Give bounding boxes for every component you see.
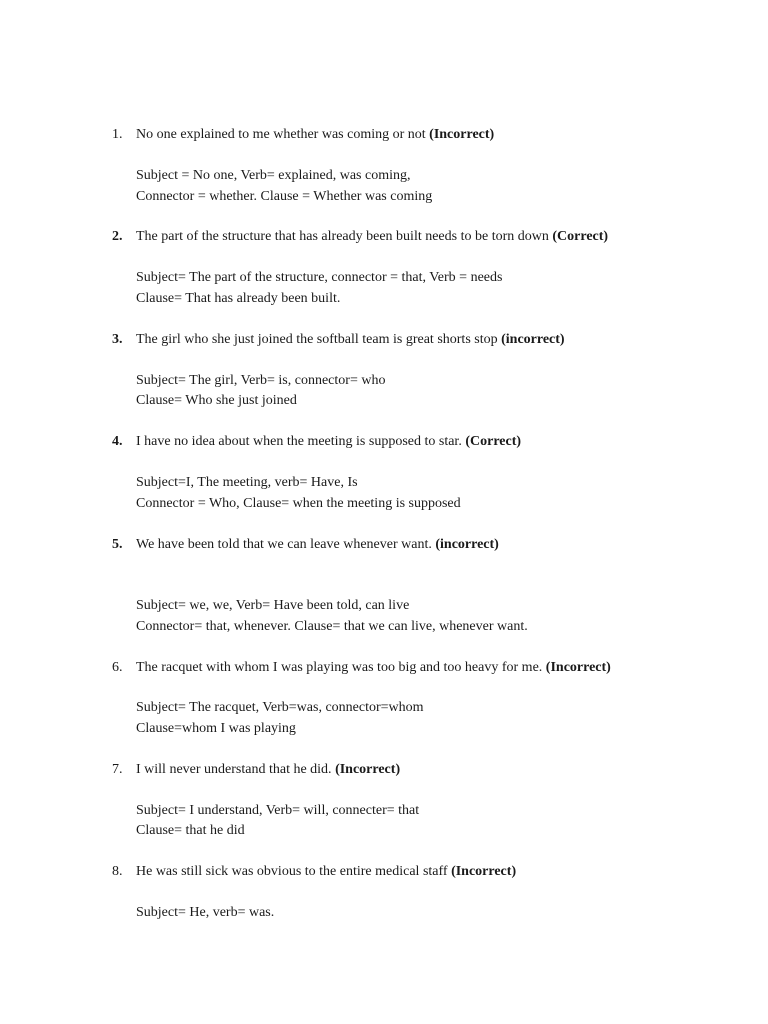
sentence-text: I will never understand that he did. xyxy=(136,762,336,777)
verdict-label: (incorrect) xyxy=(501,332,565,347)
analysis-line: Subject = No one, Verb= explained, was coming, xyxy=(136,168,411,183)
verdict-label: (Correct) xyxy=(465,434,522,449)
verdict-label: (Incorrect) xyxy=(335,762,401,777)
item-number: 6. xyxy=(112,660,123,675)
analysis-line: Subject= He, verb= was. xyxy=(136,905,275,920)
item-sentence xyxy=(136,126,494,144)
sentence-text: The racquet with whom I was playing was too big and too heavy for me. xyxy=(136,660,546,675)
sentence-text: No one explained to me whether was coming or not xyxy=(136,127,430,142)
analysis-line: Subject= The racquet, Verb=was, connector=whom xyxy=(136,700,424,715)
analysis-line: Clause= that he did xyxy=(136,823,245,838)
item-number: 5. xyxy=(112,537,123,552)
item-sentence xyxy=(136,536,499,554)
sentence-text: We have been told that we can leave whenever want. xyxy=(136,537,436,552)
item-number: 4. xyxy=(112,434,123,449)
analysis-line: Connector = Who, Clause= when the meeting is supposed xyxy=(136,496,461,511)
verdict-label: (Incorrect) xyxy=(429,127,495,142)
sentence-text: He was still sick was obvious to the entire medical staff xyxy=(136,864,452,879)
item-sentence xyxy=(136,761,400,779)
sentence-text: I have no idea about when the meeting is supposed to star. xyxy=(136,434,466,449)
item-number: 8. xyxy=(112,864,123,879)
item-sentence xyxy=(136,659,611,677)
analysis-line: Subject=I, The meeting, verb= Have, Is xyxy=(136,475,358,490)
verdict-label: (incorrect) xyxy=(435,537,499,552)
sentence-text: The part of the structure that has already been built needs to be torn down xyxy=(136,229,553,244)
analysis-line: Clause= Who she just joined xyxy=(136,393,297,408)
analysis-line: Connector = whether. Clause = Whether was coming xyxy=(136,189,433,204)
analysis-line: Clause=whom I was playing xyxy=(136,721,296,736)
verdict-label: (Correct) xyxy=(552,229,609,244)
analysis-line: Clause= That has already been built. xyxy=(136,291,341,306)
sentence-text: The girl who she just joined the softball team is great shorts stop xyxy=(136,332,502,347)
item-number: 1. xyxy=(112,127,123,142)
item-number: 3. xyxy=(112,332,123,347)
verdict-label: (Incorrect) xyxy=(451,864,517,879)
item-sentence xyxy=(136,331,565,349)
item-sentence xyxy=(136,228,608,246)
analysis-line: Subject= we, we, Verb= Have been told, can live xyxy=(136,598,410,613)
analysis-line: Subject= The girl, Verb= is, connector= who xyxy=(136,373,386,388)
item-number: 7. xyxy=(112,762,123,777)
item-number: 2. xyxy=(112,229,123,244)
analysis-line: Subject= The part of the structure, connector = that, Verb = needs xyxy=(136,270,503,285)
item-sentence xyxy=(136,863,516,881)
item-sentence xyxy=(136,433,521,451)
verdict-label: (Incorrect) xyxy=(545,660,611,675)
analysis-line: Subject= I understand, Verb= will, connecter= that xyxy=(136,803,420,818)
analysis-line: Connector= that, whenever. Clause= that we can live, whenever want. xyxy=(136,619,528,634)
